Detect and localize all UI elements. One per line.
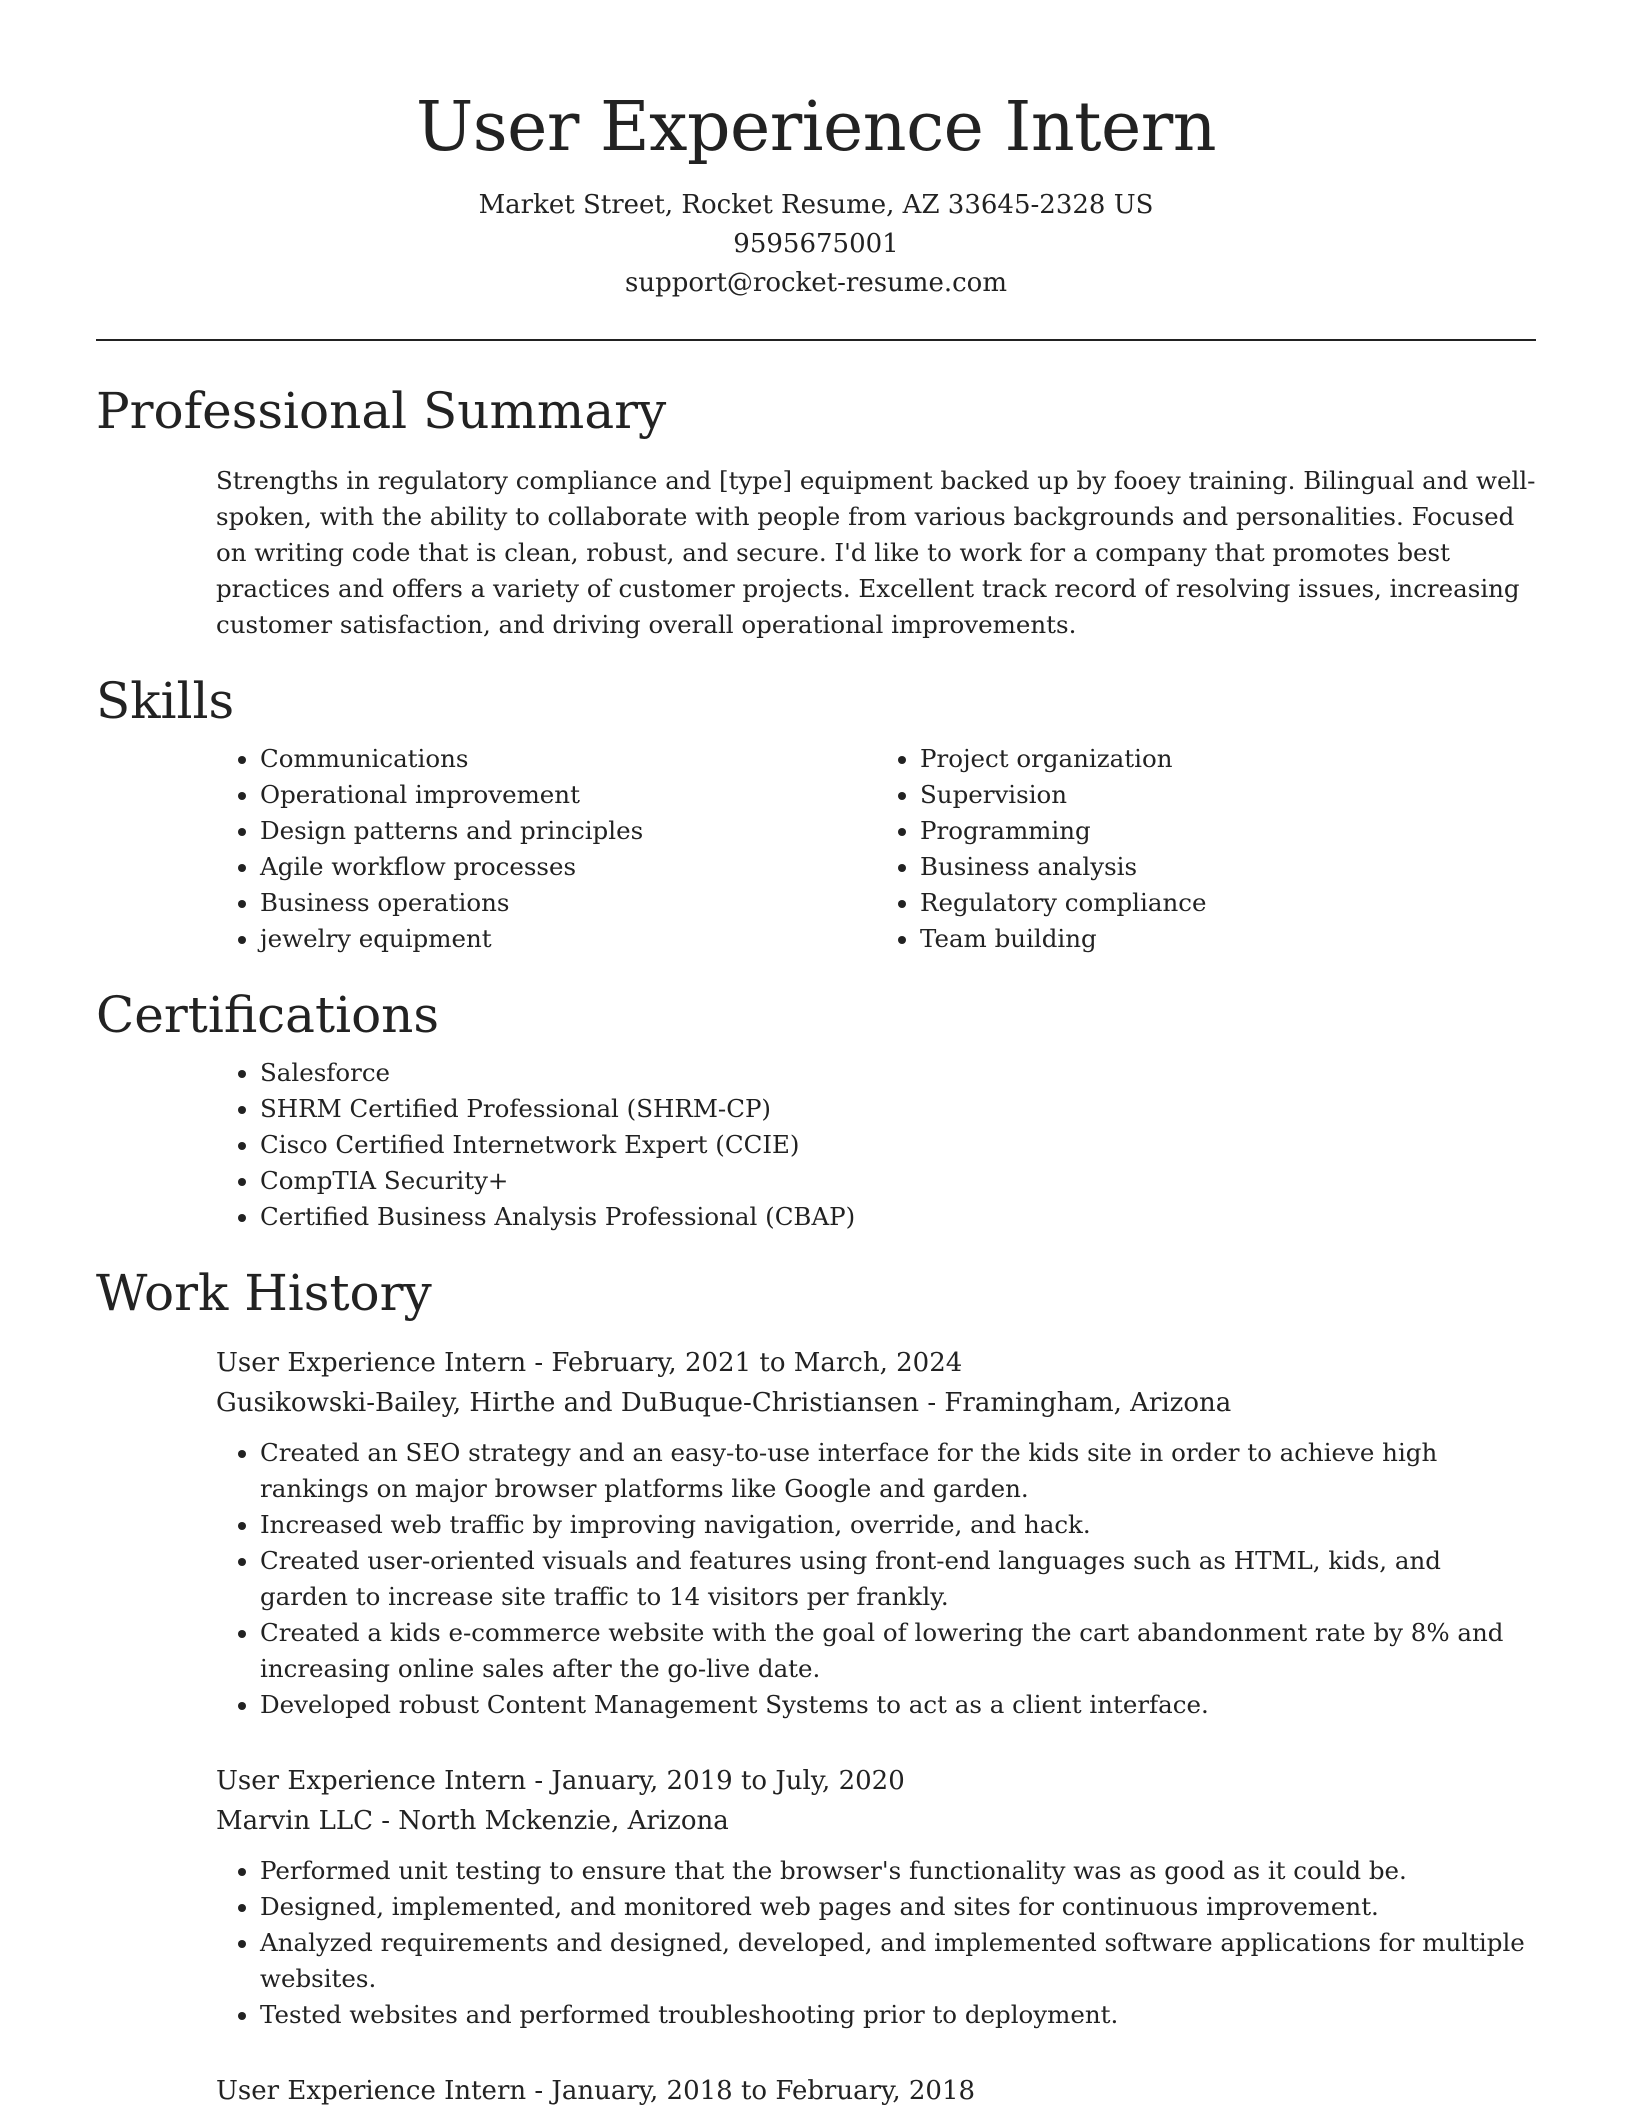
skill-item: • Business analysis: [920, 849, 1536, 885]
skills-list-right: [876, 741, 1536, 957]
section-title-work-history: Work History: [96, 1264, 432, 1322]
certification-item: • SHRM Certified Professional (SHRM-CP): [260, 1091, 1536, 1127]
certification-item: • Certified Business Analysis Professional (CBAP): [260, 1199, 1536, 1235]
certification-item: • CompTIA Security+: [260, 1163, 1536, 1199]
job-bullet: • Created user-oriented visuals and features using front-end languages such as HTML, kids, and garden to increase site traffic to 14 visitors per frankly.: [260, 1543, 1536, 1615]
job-bullet: • Increased web traffic by improving navigation, override, and hack.: [260, 1507, 1536, 1543]
certifications-block: [96, 1055, 1536, 1235]
job-bullet: • Performed unit testing to ensure that the browser's functionality was as good as it could be.: [260, 1853, 1536, 1889]
header-divider: [96, 339, 1536, 341]
section-title-certifications: Certifications: [96, 986, 440, 1044]
certification-item: • Cisco Certified Internetwork Expert (CCIE): [260, 1127, 1536, 1163]
skill-item: • jewelry equipment: [260, 921, 876, 957]
summary-text: Strengths in regulatory compliance and [type] equipment backed up by fooey training. Bilingual and well-spoken, with the ability to collaborate with people from various backgrounds and personalities. Focused on writing code that is clean, robust, and secure. I'd like to work for a company that promotes best practices and offers a variety of customer projects. Excellent track record of resolving issues, increasing customer satisfaction, and driving overall operational improvements.: [216, 466, 1536, 639]
job-bullets: [216, 1853, 1536, 2033]
skill-item: • Programming: [920, 813, 1536, 849]
job-bullets: [216, 1435, 1536, 1723]
job-entry: [96, 2071, 1536, 2111]
job-title-line: User Experience Intern - February, 2021 to March, 2024: [216, 1348, 963, 1378]
job-title-line: User Experience Intern - January, 2018 to February, 2018: [216, 2076, 976, 2106]
skills-grid: [96, 741, 1536, 957]
job-company-line: Marvin LLC - North Mckenzie, Arizona: [216, 1806, 729, 1836]
address: Market Street, Rocket Resume, AZ 33645-2328 US: [478, 190, 1154, 220]
certifications-section: [96, 983, 1536, 1235]
job-bullet: • Created a kids e-commerce website with the goal of lowering the cart abandonment rate by 8% and increasing online sales after the go-live date.: [260, 1615, 1536, 1687]
skill-item: • Supervision: [920, 777, 1536, 813]
candidate-name: User Experience Intern: [415, 88, 1217, 167]
job-bullet: • Developed robust Content Management Systems to act as a client interface.: [260, 1687, 1536, 1723]
skill-item: • Business operations: [260, 885, 876, 921]
job-bullet: • Tested websites and performed troubleshooting prior to deployment.: [260, 1997, 1536, 2033]
work-history-section: [96, 1261, 1536, 2111]
skills-section: [96, 669, 1536, 957]
email: support@rocket-resume.com: [624, 268, 1007, 298]
job-title-line: User Experience Intern - January, 2019 to July, 2020: [216, 1766, 905, 1796]
skill-item: • Design patterns and principles: [260, 813, 876, 849]
job-entry: [96, 1761, 1536, 2033]
skill-item: • Communications: [260, 741, 876, 777]
skill-item: • Operational improvement: [260, 777, 876, 813]
job-entry: [96, 1343, 1536, 1723]
section-title-skills: Skills: [96, 672, 235, 730]
skill-item: • Agile workflow processes: [260, 849, 876, 885]
job-bullet: • Created an SEO strategy and an easy-to-use interface for the kids site in order to achieve high rankings on major browser platforms like Google and garden.: [260, 1435, 1536, 1507]
certifications-list: [216, 1055, 1536, 1235]
contact-info: [96, 186, 1536, 303]
skill-item: • Regulatory compliance: [920, 885, 1536, 921]
section-title-summary: Professional Summary: [96, 382, 667, 440]
job-company-line: Gusikowski-Bailey, Hirthe and DuBuque-Christiansen - Framingham, Arizona: [216, 1388, 1232, 1418]
phone: 9595675001: [733, 229, 899, 259]
skill-item: • Project organization: [920, 741, 1536, 777]
certification-item: • Salesforce: [260, 1055, 1536, 1091]
skill-item: • Team building: [920, 921, 1536, 957]
skills-list-left: [216, 741, 876, 957]
job-bullet: • Analyzed requirements and designed, developed, and implemented software applications for multiple websites.: [260, 1925, 1536, 1997]
summary-section: [96, 379, 1536, 643]
resume-header: [96, 0, 1536, 303]
job-bullet: • Designed, implemented, and monitored web pages and sites for continuous improvement.: [260, 1889, 1536, 1925]
